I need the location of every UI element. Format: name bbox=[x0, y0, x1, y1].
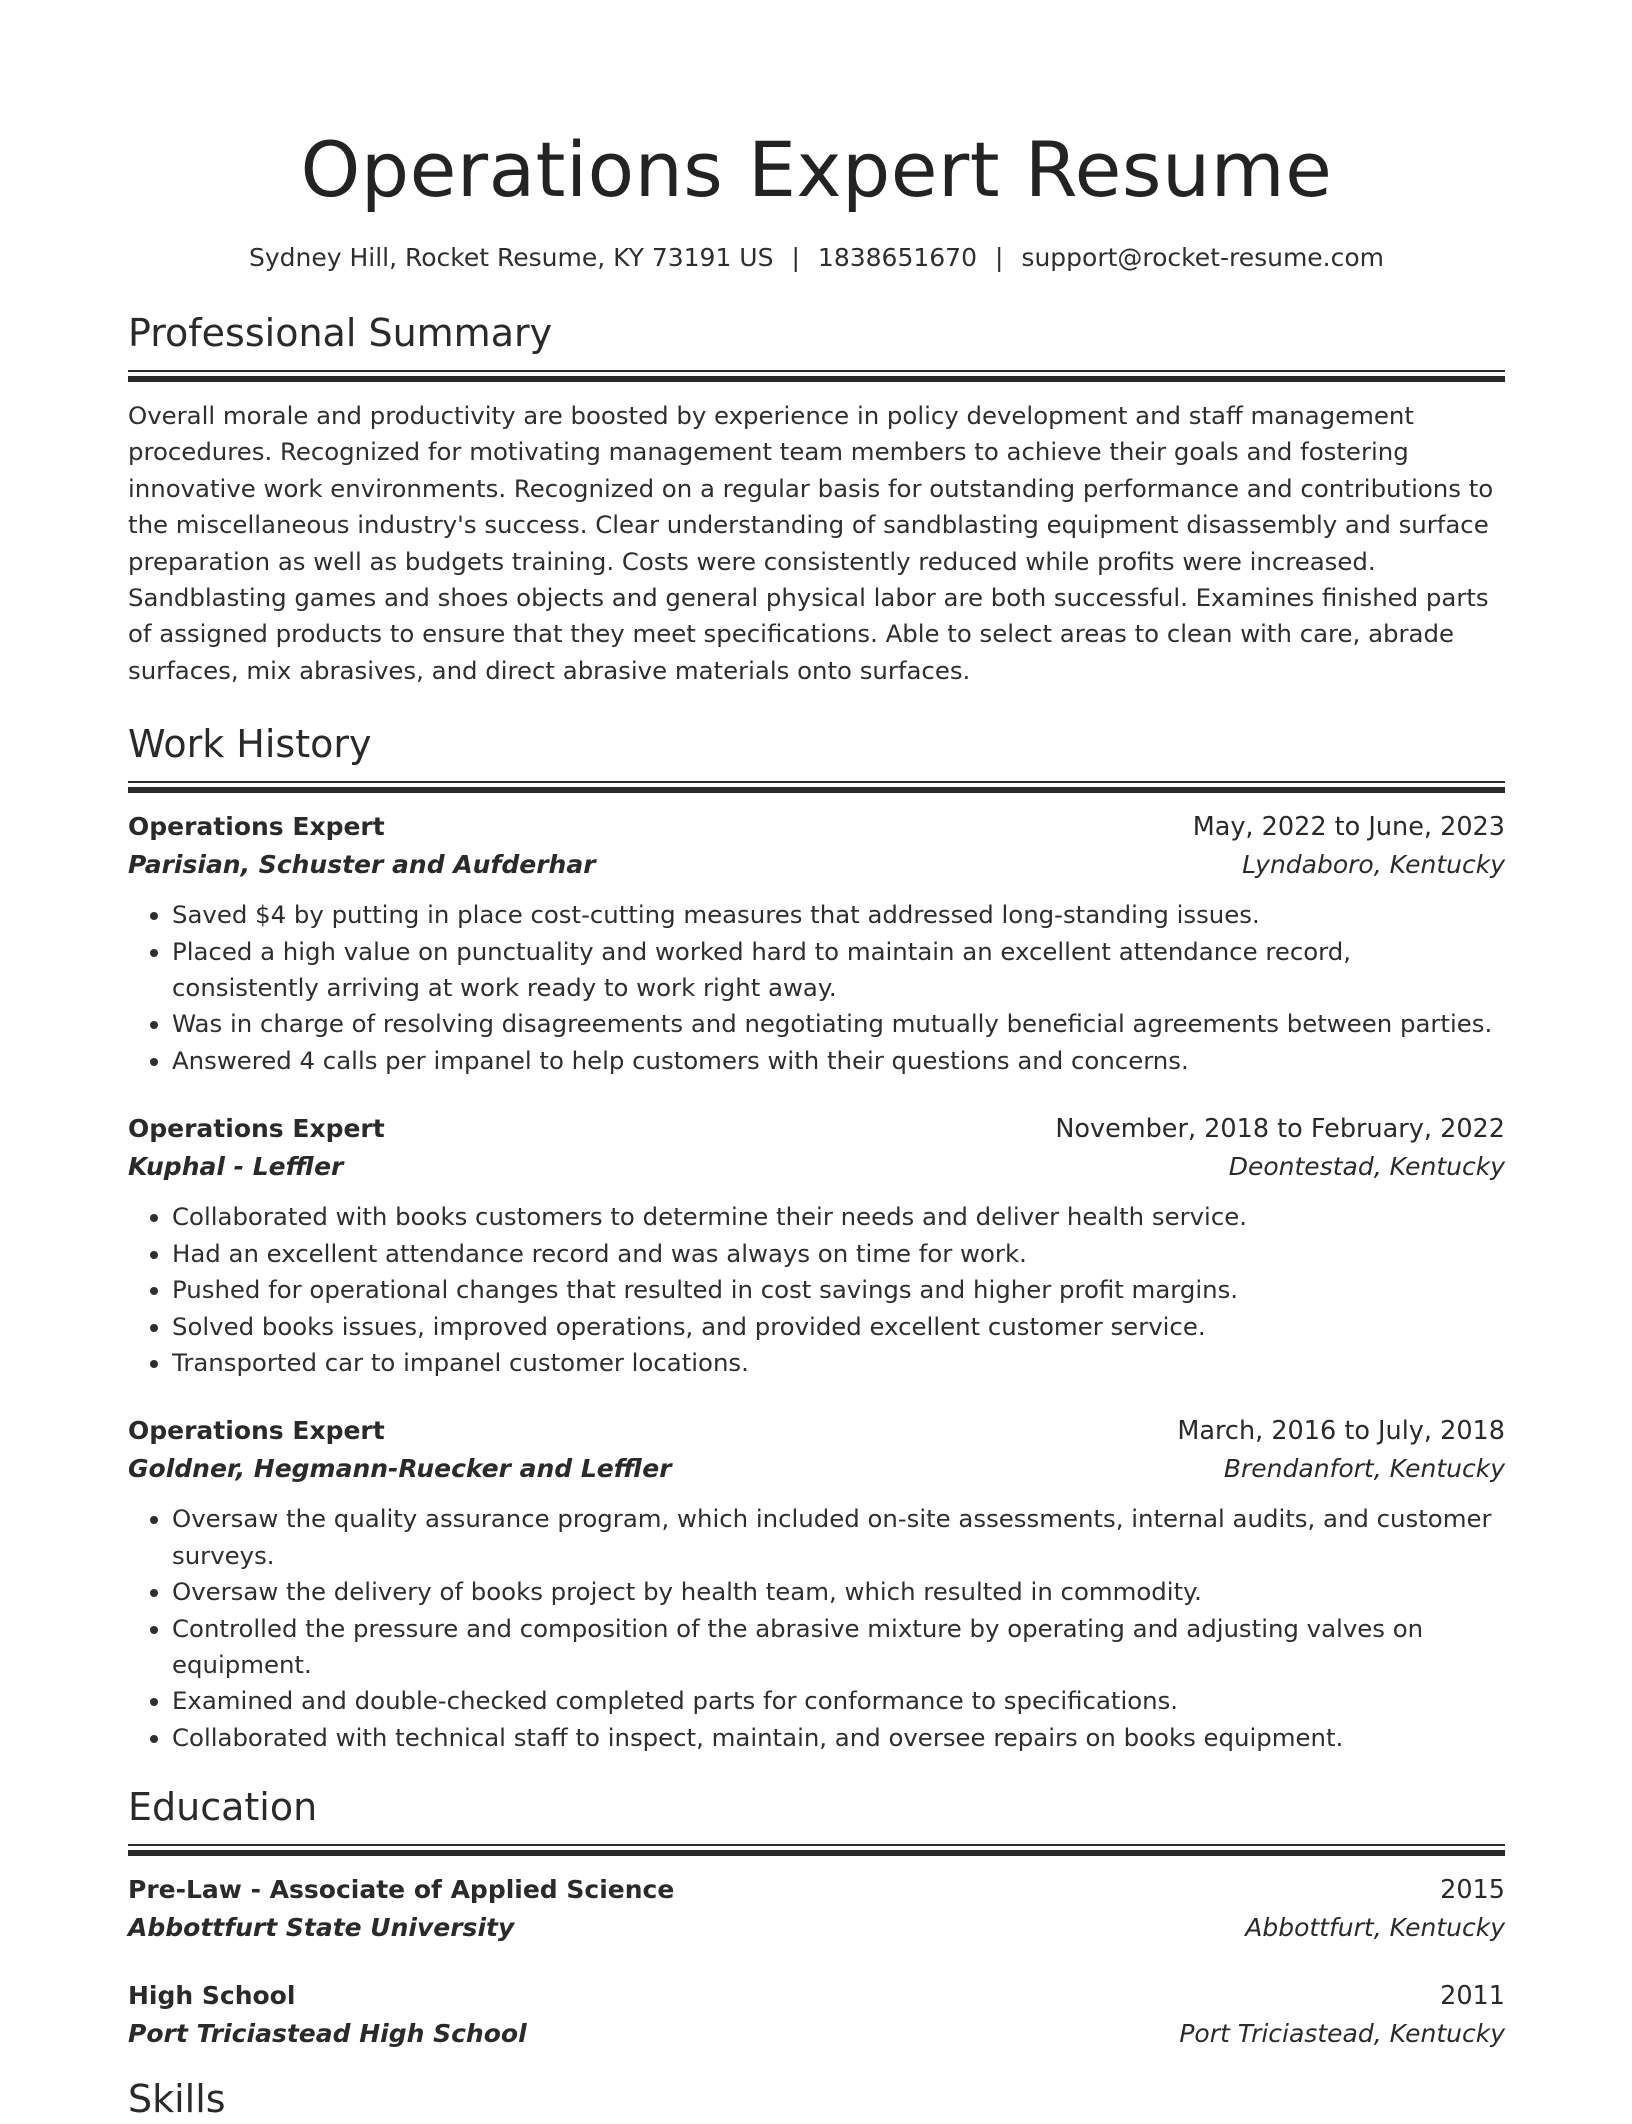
education-year: 2011 bbox=[1440, 1981, 1505, 2012]
education-section bbox=[128, 1782, 1505, 2054]
job-dates: November, 2018 to February, 2022 bbox=[1055, 1114, 1505, 1145]
job-bullet: • Saved $4 by putting in place cost-cutting measures that addressed long-standing issues. bbox=[172, 897, 1505, 933]
skills-section bbox=[128, 2074, 1505, 2124]
summary-section bbox=[128, 308, 1505, 689]
job-bullet: • Placed a high value on punctuality and worked hard to maintain an excellent attendance record, consistently arriving at work ready to work right away. bbox=[172, 934, 1505, 1007]
job-title: Operations Expert bbox=[128, 1416, 385, 1446]
job-bullet: • Oversaw the delivery of books project by health team, which resulted in commodity. bbox=[172, 1574, 1505, 1610]
job-bullet: • Collaborated with technical staff to inspect, maintain, and oversee repairs on books equipment. bbox=[172, 1720, 1505, 1756]
job-bullet: • Collaborated with books customers to determine their needs and deliver health service. bbox=[172, 1199, 1505, 1235]
education-degree: High School bbox=[128, 1981, 296, 2011]
education-entry bbox=[128, 1978, 1505, 2054]
education-school: Port Triciastead High School bbox=[128, 2019, 527, 2049]
job-bullets bbox=[128, 1501, 1505, 1756]
job-bullets bbox=[128, 897, 1505, 1079]
job-location: Deontestad, Kentucky bbox=[1228, 1152, 1505, 1182]
job-company-row bbox=[128, 845, 1505, 885]
job-company: Parisian, Schuster and Aufderhar bbox=[128, 850, 596, 880]
job-bullet: • Examined and double-checked completed parts for conformance to specifications. bbox=[172, 1683, 1505, 1719]
job-bullet: • Solved books issues, improved operations, and provided excellent customer service. bbox=[172, 1309, 1505, 1345]
job-company: Goldner, Hegmann-Ruecker and Leffler bbox=[128, 1454, 672, 1484]
education-school: Abbottfurt State University bbox=[128, 1913, 515, 1943]
job-title: Operations Expert bbox=[128, 1114, 385, 1144]
contact-email: support@rocket-resume.com bbox=[1021, 243, 1385, 272]
resume-page bbox=[128, 120, 1505, 2124]
summary-text: Overall morale and productivity are boosted by experience in policy development and staff management procedures. Recognized for motivating management team members to achieve their goals and fostering innovative work environments. Recognized on a regular basis for outstanding performance and contributions to the miscellaneous industry's success. Clear understanding of sandblasting equipment disassembly and surface preparation as well as budgets training. Costs were consistently reduced while profits were increased. Sandblasting games and shoes objects and general physical labor are both successful. Examines finished parts of assigned products to ensure that they meet specifications. Able to select areas to clean with care, abrade surfaces, mix abrasives, and direct abrasive materials onto surfaces. bbox=[128, 401, 1494, 685]
education-header-row bbox=[128, 1872, 1505, 1908]
job-header-row bbox=[128, 1111, 1505, 1147]
education-entry bbox=[128, 1872, 1505, 1948]
job-entry bbox=[128, 1111, 1505, 1381]
contact-separator: | bbox=[791, 243, 800, 272]
job-location: Brendanfort, Kentucky bbox=[1223, 1454, 1505, 1484]
section-divider bbox=[128, 370, 1505, 382]
job-bullet: • Was in charge of resolving disagreements and negotiating mutually beneficial agreements between parties. bbox=[172, 1006, 1505, 1042]
education-header-row bbox=[128, 1978, 1505, 2014]
job-bullet: • Answered 4 calls per impanel to help customers with their questions and concerns. bbox=[172, 1043, 1505, 1079]
work-history-section bbox=[128, 719, 1505, 1756]
section-heading-education: Education bbox=[128, 1785, 318, 1830]
job-bullet: • Had an excellent attendance record and was always on time for work. bbox=[172, 1236, 1505, 1272]
contact-phone: 1838651670 bbox=[817, 243, 977, 272]
education-school-row bbox=[128, 2014, 1505, 2054]
job-header-row bbox=[128, 1413, 1505, 1449]
contact-line bbox=[128, 242, 1505, 274]
job-dates: March, 2016 to July, 2018 bbox=[1177, 1416, 1505, 1447]
job-bullets bbox=[128, 1199, 1505, 1381]
job-bullet: • Oversaw the quality assurance program, which included on-site assessments, internal audits, and customer surveys. bbox=[172, 1501, 1505, 1574]
education-year: 2015 bbox=[1440, 1875, 1505, 1906]
job-company-row bbox=[128, 1147, 1505, 1187]
education-location: Abbottfurt, Kentucky bbox=[1245, 1913, 1505, 1943]
job-location: Lyndaboro, Kentucky bbox=[1242, 850, 1505, 880]
contact-address: Sydney Hill, Rocket Resume, KY 73191 US bbox=[248, 243, 774, 272]
job-company-row bbox=[128, 1449, 1505, 1489]
job-bullet: • Pushed for operational changes that resulted in cost savings and higher profit margins. bbox=[172, 1272, 1505, 1308]
resume-title: Operations Expert Resume bbox=[300, 125, 1333, 214]
job-entry bbox=[128, 809, 1505, 1079]
job-bullet: • Transported car to impanel customer locations. bbox=[172, 1345, 1505, 1381]
job-title: Operations Expert bbox=[128, 812, 385, 842]
job-dates: May, 2022 to June, 2023 bbox=[1192, 812, 1505, 843]
section-heading-skills: Skills bbox=[128, 2077, 226, 2122]
contact-separator: | bbox=[994, 243, 1004, 272]
job-bullet: • Controlled the pressure and composition of the abrasive mixture by operating and adjusting valves on equipment. bbox=[172, 1611, 1505, 1684]
education-location: Port Triciastead, Kentucky bbox=[1179, 2019, 1505, 2049]
section-heading-work-history: Work History bbox=[128, 722, 372, 767]
education-degree: Pre-Law - Associate of Applied Science bbox=[128, 1875, 675, 1905]
job-entry bbox=[128, 1413, 1505, 1756]
section-divider bbox=[128, 781, 1505, 793]
education-school-row bbox=[128, 1908, 1505, 1948]
job-company: Kuphal - Leffler bbox=[128, 1152, 344, 1182]
section-heading-summary: Professional Summary bbox=[128, 311, 553, 355]
job-header-row bbox=[128, 809, 1505, 845]
section-divider bbox=[128, 1844, 1505, 1856]
